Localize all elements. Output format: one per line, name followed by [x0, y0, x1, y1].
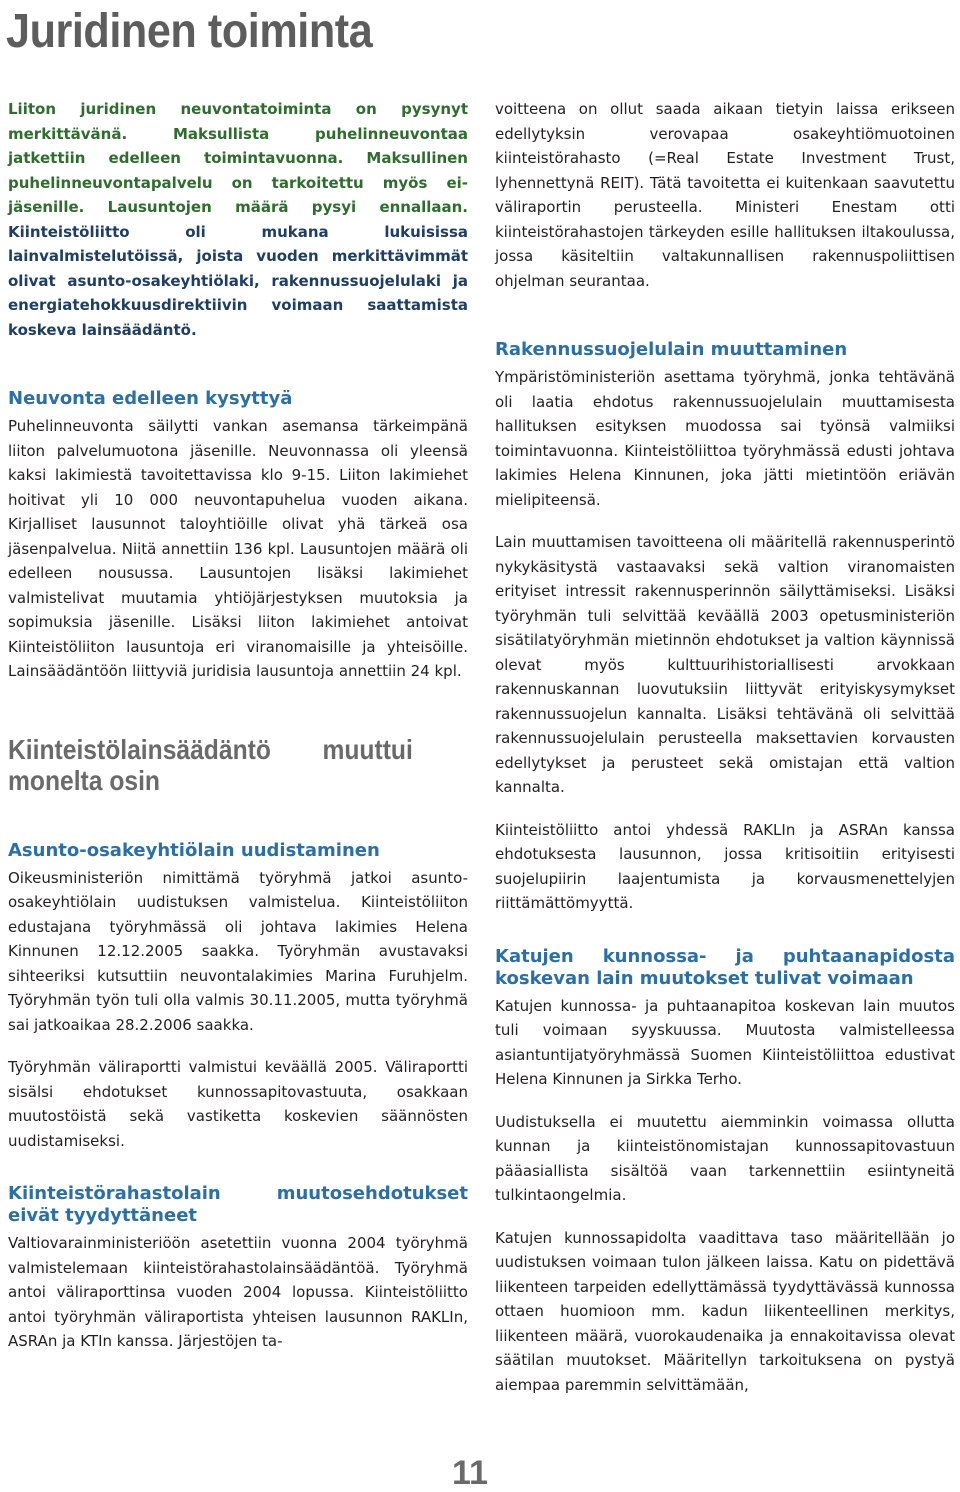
heading-neuvonta: Neuvonta edelleen kysyttyä	[8, 388, 293, 409]
page-number: 11	[452, 1454, 488, 1492]
paragraph-katu-1: Katujen kunnossa- ja puhtaanapitoa koskevan lain muutos tuli voimaan syyskuussa. Muutosta valmistelleessa asiantuntijatyöryhmässä Suomen Kiinteistöliittoa edustivat Helena Kinnunen ja Sirkka Terho.	[495, 996, 955, 1088]
paragraph-asunto-1: Oikeusministeriön nimittämä työryhmä jatkoi asunto-osakeyhtiölain uudistuksen valmistelua. Kiinteistöliiton edustajana työryhmässä oli johtava lakimies Helena Kinnunen 12.12.2005 saakka. Työryhmän avustavaksi sihteeriksi kutsuttiin neuvontalakimies Marina Furuhjelm. Työryhmän työn tuli olla valmis 30.11.2005, mutta työryhmä sai jatkoaikaa 28.2.2006 saakka.	[8, 868, 468, 1034]
intro-lead-text: Liiton juridinen neuvontatoiminta on pysynyt merkittävänä. Maksullista puhelinneuvontaa jatkettiin edelleen toimintavuonna. Maksullinen puhelinneuvontapalvelu on tarkoitettu myös ei-jäsenille. Lausuntojen määrä pysyi ennallaan.	[8, 100, 468, 216]
intro-rest-text: Kiinteistöliitto oli mukana lukuisissa lainvalmistelutöissä, joista vuoden merkittävimmät olivat asunto-osakeyhtiölaki, rakennussuojelulaki ja energiatehokkuusdirektiivin voimaan saattamista koskeva lainsäädäntö.	[8, 222, 468, 339]
right-column	[495, 97, 955, 1415]
paragraph-rahasto-continued: voitteena on ollut saada aikaan tietyin laissa erikseen edellytyksin verovapaa osakeyhtiömuotoinen kiinteistörahasto (=Real Estate Investment Trust, lyhennettynä REIT). Tätä tavoitetta ei kuitenkaan saavutettu väliraportin perusteella. Ministeri Enestam otti kiinteistörahastojen tärkeyden esille hallituksen iltakoulussa, jossa käsiteltiin valtakunnallisen rakennuspoliittisen ohjelman seurantaa.	[495, 100, 955, 290]
paragraph-katu-2: Uudistuksella ei muutettu aiemminkin voimassa ollutta kunnan ja kiinteistönomistajan kunnossapitovastuun pääasiallista sisältöä vaan tarkennettiin esiintyneitä tulkintaongelmia.	[495, 1112, 955, 1204]
paragraph-asunto-2: Työryhmän väliraportti valmistui keväällä 2005. Väliraportti sisälsi ehdotukset kunnossapitovastuuta, osakkaan muutostöistä sekä vastiketta koskevien säännösten uudistamiseksi.	[8, 1058, 468, 1150]
page-title: Juridinen toiminta	[6, 5, 373, 58]
heading-rakennussuojelulaki: Rakennussuojelulain muuttaminen	[495, 339, 848, 360]
section-heading-kiinteistolainsaadanto: Kiinteistölainsäädäntö muuttui monelta osin	[8, 733, 413, 796]
paragraph-neuvonta: Puhelinneuvonta säilytti vankan asemansa tärkeimpänä liiton palvelumuotona jäsenille. Neuvonnassa oli yleensä kaksi lakimiestä tavoitettavissa klo 9-15. Liiton lakimiehet hoitivat yli 10 000 neuvontapuhelua vuoden aikana. Kirjalliset lausunnot taloyhtiöille olivat yhä tärkeä osa jäsenpalvelua. Niitä annettiin 136 kpl. Lausuntojen määrä oli edelleen nousussa. Lausuntojen lisäksi lakimiehet valmistelivat muutamia yhtiöjärjestyksen muutoksia ja sopimuksia jäsenille. Lisäksi liiton lakimiehet antoivat Kiinteistöliiton lausuntoja eri viranomaisille ja yhteisöille. Lainsäädäntöön liittyviä juridisia lausuntoja annettiin 24 kpl.	[8, 417, 468, 680]
heading-katujen-kunnossapito: Katujen kunnossa- ja puhtaanapidosta koskevan lain muutokset tulivat voimaan	[495, 945, 955, 989]
left-column	[8, 97, 468, 1372]
heading-asunto-osakeyhtiolaki: Asunto-osakeyhtiölain uudistaminen	[8, 839, 380, 861]
paragraph-katu-3: Katujen kunnossapidolta vaadittava taso määritellään jo uudistuksen voimaan tulon jälkeen laissa. Katu on pidettävä liikenteen tarpeiden edellyttämässä tyydyttävässä kunnossa ottaen huomioon mm. kadun liikenteellinen merkitys, liikenteen määrä, vuorokaudenaika ja ennakoitavissa olevat säätilan muutokset. Määritellyn tarkoituksena on pystyä aiempaa paremmin selvittämään,	[495, 1228, 955, 1394]
paragraph-suojelu-2: Lain muuttamisen tavoitteena oli määritellä rakennusperintö nykykäsitystä vastaavaksi sekä valtion viranomaisten erityiset intressit rakennusperinnön säilyttämiseksi. Lisäksi työryhmän tuli selvittää keväällä 2003 opetusministeriön sisätilatyöryhmän mietinnön ehdotukset ja valtion käynnissä olevat myös kulttuurihistoriallisesti arvokkaan rakennuskannan luovutuksiin liittyvät erityiskysymykset rakennussuojelun kannalta. Lisäksi tehtävänä oli selvittää rakennussuojelulain perusteella maksettavien korvausten edellytykset ja perusteet sekä omistajan että valtion kannalta.	[495, 533, 955, 796]
intro-paragraph	[8, 97, 468, 342]
paragraph-suojelu-1: Ympäristöministeriön asettama työryhmä, jonka tehtävänä oli laatia ehdotus rakennussuojelulain muuttamisesta hallituksen esityksen muodossa sai työnsä valmiiksi toimintavuonna. Kiinteistöliittoa työryhmässä edusti johtava lakimies Helena Kinnunen, joka jätti mietintöön eriävän mielipiteensä.	[495, 368, 955, 509]
paragraph-rahasto: Valtiovarainministeriöön asetettiin vuonna 2004 työryhmä valmistelemaan kiinteistörahastolainsäädäntöä. Työryhmä antoi väliraporttinsa vuoden 2004 lopussa. Kiinteistöliitto antoi työryhmän väliraportista yhteisen lausunnon RAKLIn, ASRAn ja KTIn kanssa. Järjestöjen ta-	[8, 1234, 468, 1350]
heading-kiinteistorahastolaki: Kiinteistörahastolain muutosehdotukset eivät tyydyttäneet	[8, 1183, 468, 1226]
paragraph-suojelu-3: Kiinteistöliitto antoi yhdessä RAKLIn ja ASRAn kanssa ehdotuksesta lausunnon, jossa kritisoitiin erityisesti suojelupiirin laajentumista ja korvausmenettelyjen riittämättömyyttä.	[495, 820, 955, 912]
